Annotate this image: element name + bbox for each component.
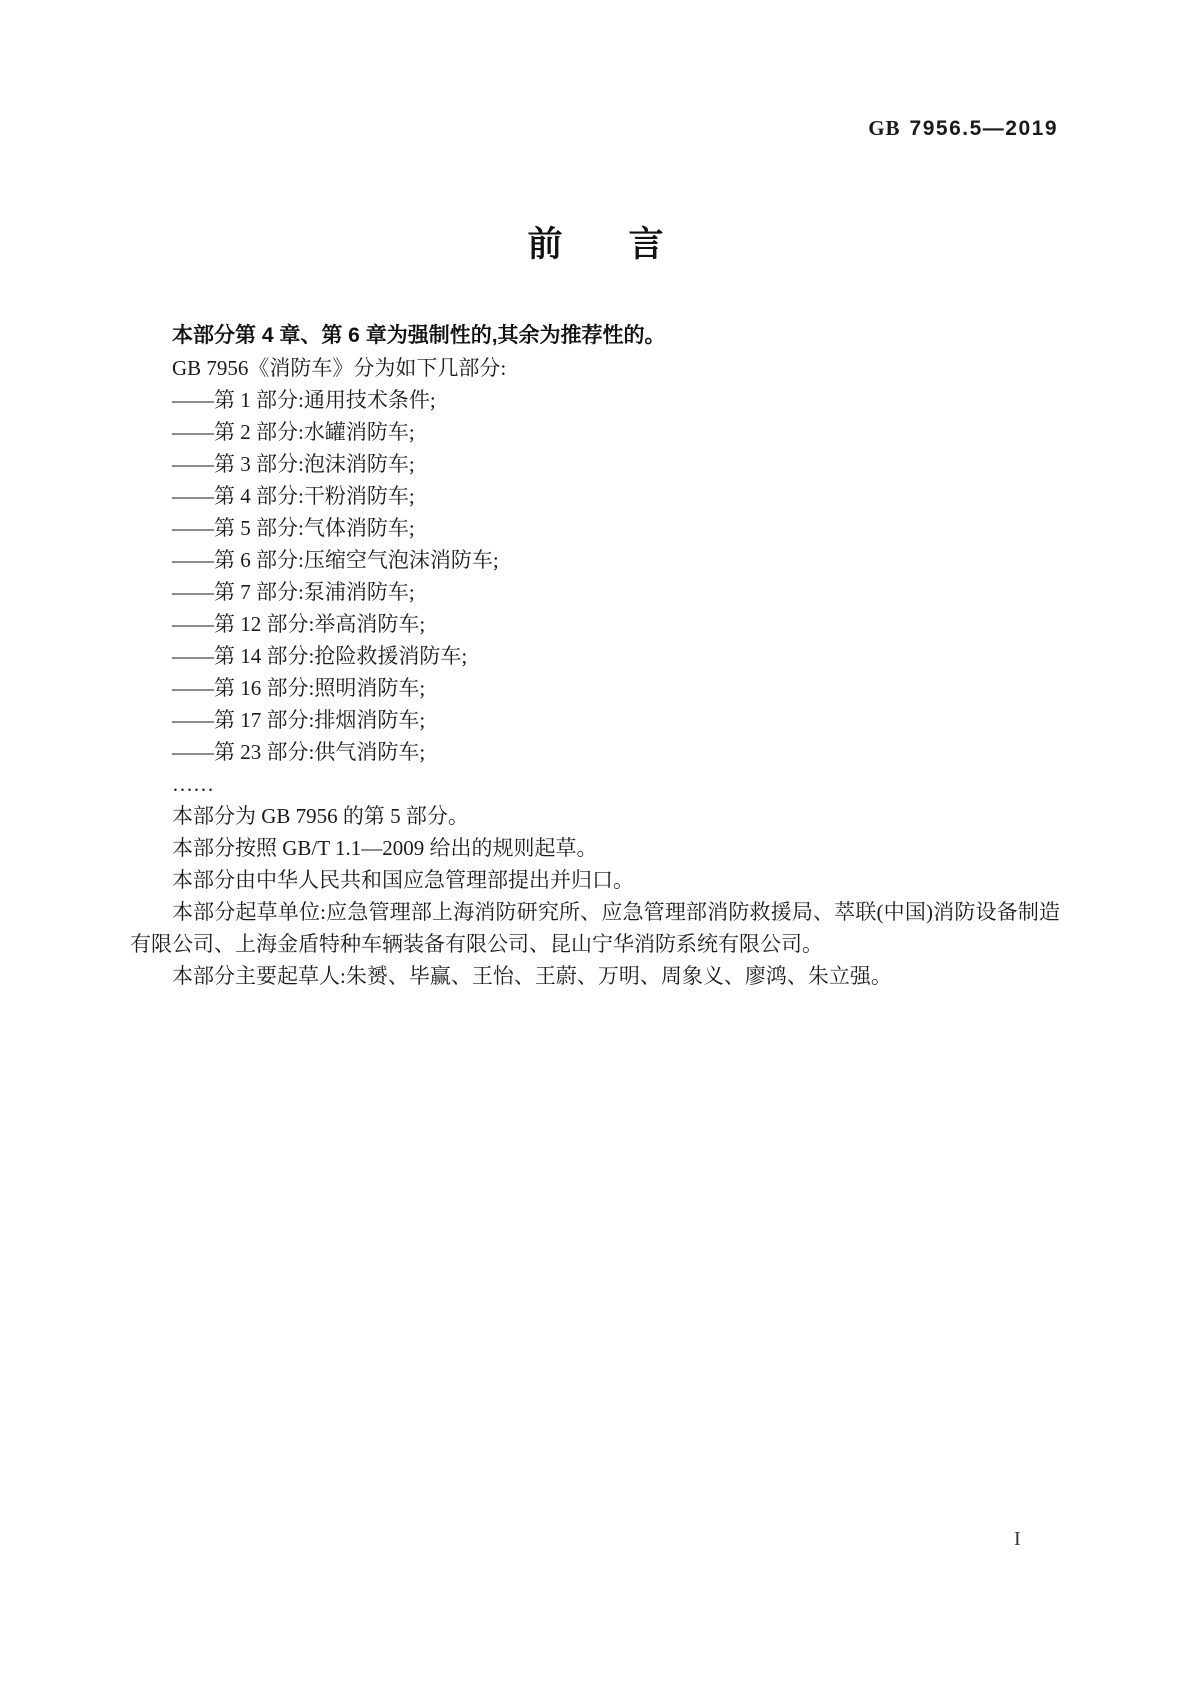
part-list-ellipsis: …… (172, 772, 214, 796)
part-list-item-7: ——第 7 部分:泵浦消防车; (172, 580, 415, 604)
part-list-item-23: ——第 23 部分:供气消防车; (172, 740, 426, 764)
standard-number-prefix: GB (868, 116, 901, 140)
foreword-drafting-rule: 本部分按照 GB/T 1.1—2009 给出的规则起草。 (172, 836, 598, 860)
page-number: I (1014, 1528, 1021, 1550)
foreword-drafting-units: 本部分起草单位:应急管理部上海消防研究所、应急管理部消防救援局、萃联(中国)消防设备制造有限公司、上海金盾特种车辆装备有限公司、昆山宁华消防系统有限公司。 (130, 900, 1060, 956)
foreword-main-drafters: 本部分主要起草人:朱赟、毕赢、王怡、王蔚、万明、周象义、廖鸿、朱立强。 (172, 964, 892, 988)
part-list-item-4: ——第 4 部分:干粉消防车; (172, 484, 415, 508)
foreword-parts-intro: GB 7956《消防车》分为如下几部分: (172, 356, 507, 380)
foreword-body (130, 320, 1060, 992)
part-list-item-3: ——第 3 部分:泡沫消防车; (172, 452, 415, 476)
page-title-char-1: 前 (527, 225, 563, 264)
foreword-part-statement: 本部分为 GB 7956 的第 5 部分。 (172, 804, 469, 828)
standard-number (868, 116, 1058, 141)
part-list-item-12: ——第 12 部分:举高消防车; (172, 612, 426, 636)
part-list-item-6: ——第 6 部分:压缩空气泡沫消防车; (172, 548, 499, 572)
foreword-mandatory-note: 本部分第 4 章、第 6 章为强制性的,其余为推荐性的。 (172, 324, 666, 347)
foreword-issuing-authority: 本部分由中华人民共和国应急管理部提出并归口。 (172, 868, 634, 892)
page-title-char-2: 言 (628, 225, 664, 264)
part-list-item-14: ——第 14 部分:抢险救援消防车; (172, 644, 468, 668)
part-list-item-17: ——第 17 部分:排烟消防车; (172, 708, 426, 732)
page-title (0, 226, 1191, 265)
part-list-item-2: ——第 2 部分:水罐消防车; (172, 420, 415, 444)
part-list-item-1: ——第 1 部分:通用技术条件; (172, 388, 436, 412)
part-list-item-5: ——第 5 部分:气体消防车; (172, 516, 415, 540)
part-list-item-16: ——第 16 部分:照明消防车; (172, 676, 426, 700)
standard-number-value: 7956.5—2019 (909, 117, 1058, 140)
